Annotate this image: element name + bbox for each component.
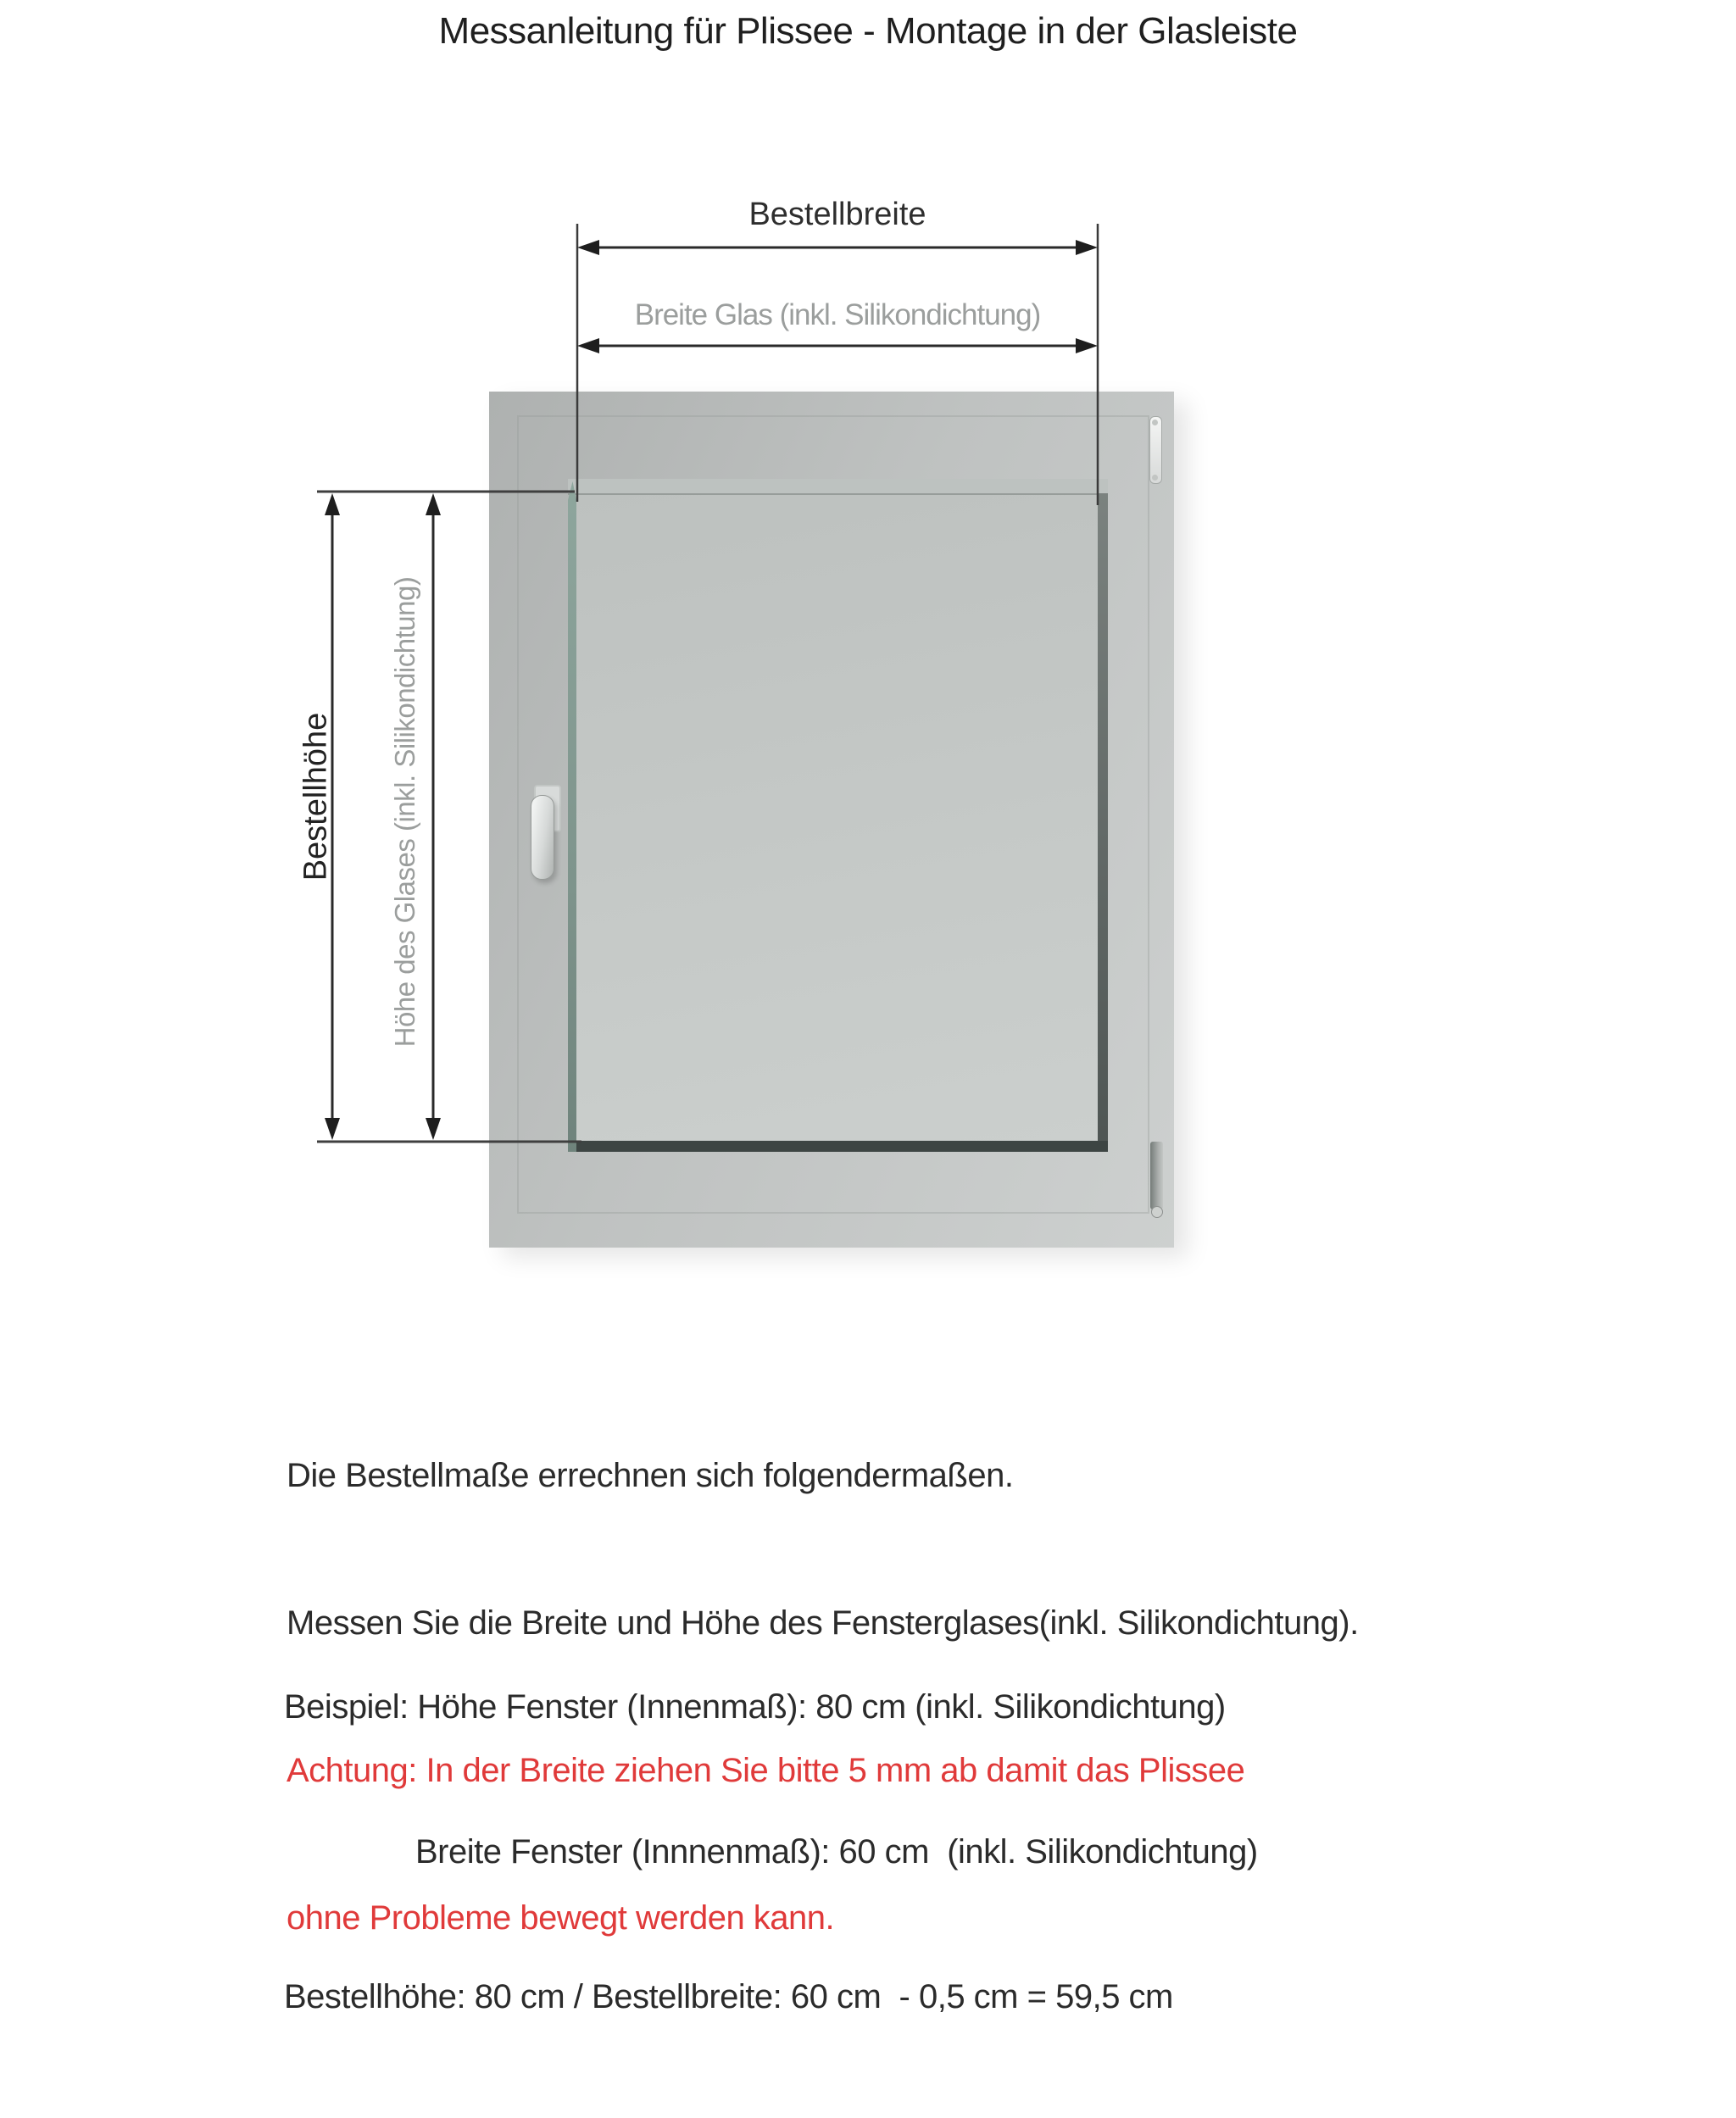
instruction-line-1: Die Bestellmaße errechnen sich folgendermaßen.: [287, 1457, 1014, 1494]
warning-line-2: ohne Probleme bewegt werden kann.: [287, 1899, 835, 1937]
example-line-2: Breite Fenster (Innnenmaß): 60 cm (inkl. Silikondichtung): [415, 1833, 1258, 1871]
example-block: [284, 1587, 1258, 2118]
warning-line-1: Achtung: In der Breite ziehen Sie bitte 5 mm ab damit das Plissee: [287, 1752, 1245, 1789]
page-title: Messanleitung für Plissee - Montage in der Glasleiste: [438, 10, 1298, 52]
label-bestellhoehe: Bestellhöhe: [298, 712, 334, 881]
label-breite-glas: Breite Glas (inkl. Silikondichtung): [634, 298, 1041, 331]
label-hoehe-des-glases: Höhe des Glases (inkl. Silikondichtung): [389, 576, 420, 1048]
hoehe-glas-arrow: [426, 493, 441, 1140]
bestellbreite-arrow: [577, 240, 1098, 255]
label-bestellbreite: Bestellbreite: [748, 197, 926, 232]
extension-lines: [577, 224, 1098, 505]
example-line-3: Bestellhöhe: 80 cm / Bestellbreite: 60 cm - 0,5 cm = 59,5 cm: [284, 1978, 1173, 2015]
example-line-1: Beispiel: Höhe Fenster (Innenmaß): 80 cm (inkl. Silikondichtung): [284, 1688, 1226, 1726]
height-tick-lines: [317, 492, 581, 1142]
breite-glas-arrow: [577, 338, 1098, 353]
instruction-line-2: Messen Sie die Breite und Höhe des Fensterglases(inkl. Silikondichtung).: [287, 1604, 1359, 1642]
